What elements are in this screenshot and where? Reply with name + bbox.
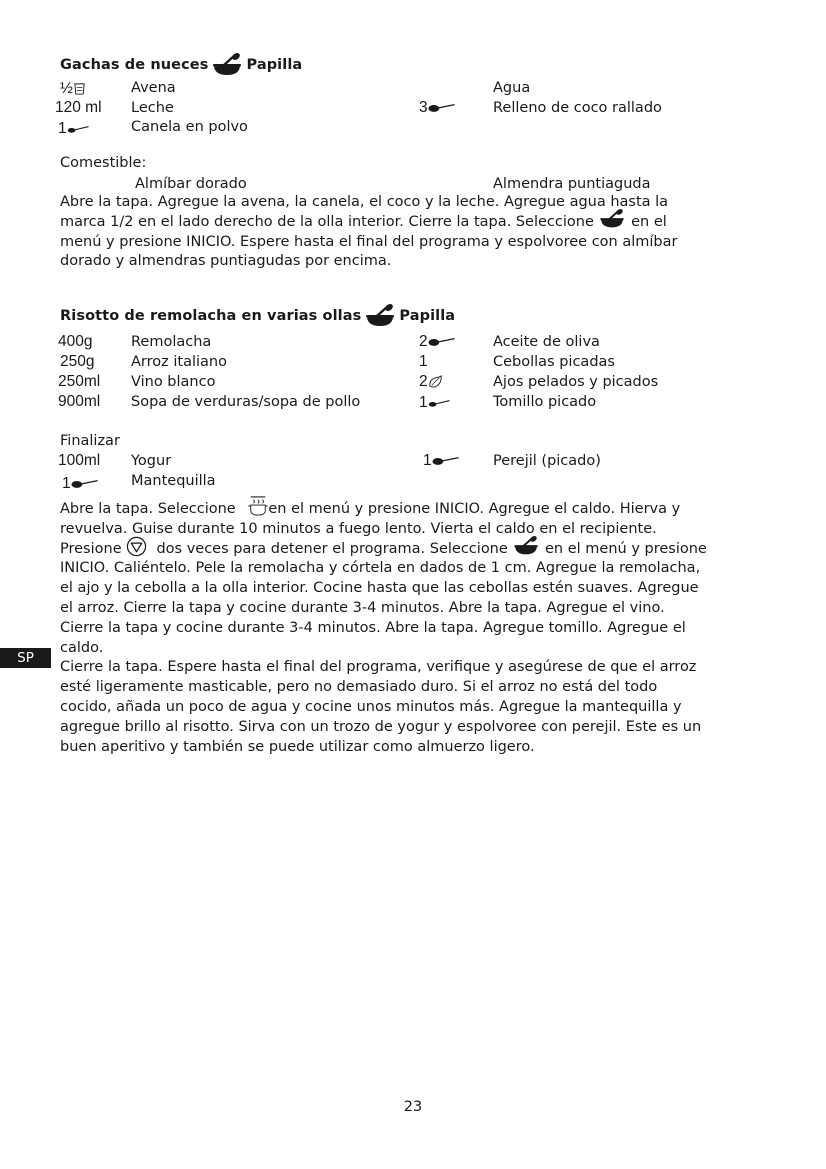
tablespoon-icon [71,478,98,489]
recipe1-ingredient-water: Agua [493,80,531,96]
recipe1-title: Gachas de nueces [60,57,209,73]
recipe2-qty-oil: 2 [419,333,455,351]
recipe2-ingredient-butter: Mantequilla [131,473,216,489]
recipe2-ingredient-yogurt: Yogur [131,453,172,469]
instruction-line: dorado y almendras puntiagudas por encima. [60,253,392,270]
recipe2-qty-garlic: 2 [419,373,443,391]
recipe2-qty-butter: 1 [62,475,98,493]
recipe2-ingredient-stock: Sopa de verduras/sopa de pollo [131,394,361,410]
cup-icon [73,82,86,95]
recipe2-qty-stock: 900ml [58,393,101,410]
recipe1-ingredient-cinnamon: Canela en polvo [131,119,248,135]
bowl-spoon-icon [512,536,540,556]
instruction-line: marca 1/2 en el lado derecho de la olla interior. Cierre la tapa. Seleccione en el [60,213,780,233]
recipe2-instructions [60,500,780,757]
page-number: 23 [403,1099,423,1115]
recipe2-title: Risotto de remolacha en varias ollas [60,308,362,324]
instruction-line: esté ligeramente masticable, pero no demasiado duro. Si el arroz no está del todo [60,679,658,696]
recipe1-topping-almond: Almendra puntiaguda [493,176,651,192]
recipe1-qty-oats: ½ [60,80,86,98]
recipe2-title-row [60,304,455,328]
recipe2-ingredient-rice: Arroz italiano [131,354,227,370]
teaspoon-icon [67,123,89,134]
recipe1-qty-coconut: 3 [419,99,455,117]
instruction-line: cocido, añada un poco de agua y cocine unos minutos más. Agregue la mantequilla y [60,698,682,715]
recipe2-ingredient-garlic: Ajos pelados y picados [493,374,659,390]
recipe2-qty-thyme: 1 [419,394,450,412]
instruction-line: caldo. [60,639,104,656]
recipe1-qty-milk: 120 ml [55,99,102,116]
recipe2-qty-parsley: 1 [423,452,459,470]
recipe1-ingredient-coconut: Relleno de coco rallado [493,100,662,116]
instruction-line: Abre la tapa. Seleccione en el menú y presione INICIO. Agregue el caldo. Hierva y [60,500,780,520]
recipe2-finish-label: Finalizar [60,433,120,449]
recipe2-ingredient-onion: Cebollas picadas [493,354,615,370]
instruction-line: menú y presione INICIO. Espere hasta el final del programa y espolvoree con almíbar [60,233,678,250]
recipe1-edible-label: Comestible: [60,155,147,171]
recipe2-ingredient-oil: Aceite de oliva [493,334,600,350]
recipe2-qty-wine: 250ml [58,373,101,390]
teaspoon-icon [428,397,450,408]
bowl-spoon-icon [212,53,242,77]
tablespoon-icon [428,102,455,113]
instruction-line: Cierre la tapa y cocine durante 3-4 minutos. Abre la tapa. Agregue tomillo. Agregue el [60,619,686,636]
recipe2-qty-yogurt: 100ml [58,452,101,469]
recipe1-topping-syrup: Almíbar dorado [135,176,247,192]
recipe2-qty-onion: 1 [419,353,428,370]
tablespoon-icon [428,336,455,347]
instruction-line: Presione dos veces para detener el programa. Seleccione en el menú y presione [60,540,780,560]
recipe1-ingredient-milk: Leche [131,100,174,116]
instruction-line: agregue brillo al risotto. Sirva con un trozo de yogur y espolvoree con perejil. Este es un [60,718,702,735]
instruction-line: Cierre la tapa. Espere hasta el final del programa, verifique y asegúrese de que el arroz [60,659,697,676]
instruction-line: Abre la tapa. Agregue la avena, la canela, el coco y la leche. Agregue agua hasta la [60,194,669,210]
garlic-clove-icon [428,375,443,388]
recipe2-qty-beet: 400g [58,333,93,350]
language-tab: SP [0,648,51,668]
recipe2-ingredient-thyme: Tomillo picado [493,394,597,410]
recipe1-title-row [60,53,302,77]
recipe1-qty-cinnamon: 1 [58,120,89,138]
instruction-line: el arroz. Cierre la tapa y cocine durante 3-4 minutos. Abre la tapa. Agregue el vino. [60,599,665,616]
instruction-line: revuelva. Guise durante 10 minutos a fuego lento. Vierta el caldo en el recipiente. [60,520,657,537]
soup-pot-icon [248,495,268,517]
recipe2-mode: Papilla [399,308,456,324]
recipe1-instructions [60,193,780,272]
recipe2-ingredient-beet: Remolacha [131,334,212,350]
recipe2-qty-rice: 250g [60,353,95,370]
recipe1-ingredient-oats: Avena [131,80,176,96]
recipe2-ingredient-parsley: Perejil (picado) [493,453,601,469]
bowl-spoon-icon [365,304,395,328]
instruction-line: buen aperitivo y también se puede utilizar como almuerzo ligero. [60,738,535,755]
recipe2-ingredient-wine: Vino blanco [131,374,216,390]
tablespoon-icon [432,455,459,466]
stop-button-icon [126,536,147,557]
instruction-line: el ajo y la cebolla a la olla interior. Cocine hasta que las cebollas estén suaves. Agregue [60,580,699,597]
recipe1-mode: Papilla [246,57,303,73]
instruction-line: INICIO. Caliéntelo. Pele la remolacha y córtela en dados de 1 cm. Agregue la remolacha, [60,560,701,577]
bowl-spoon-icon [598,209,626,229]
